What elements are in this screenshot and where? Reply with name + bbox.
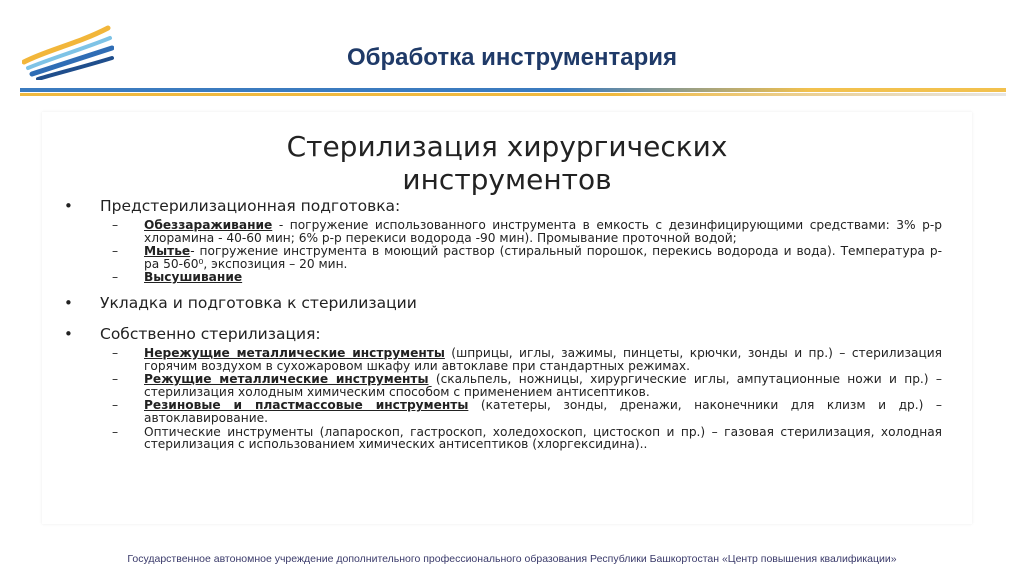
footer-text: Государственное автономное учреждение дополнительного профессионального образования Республики Башкортостан «Центр повышения квалификации» [127, 553, 897, 565]
dash-icon: – [112, 345, 119, 360]
section-heading: • Укладка и подготовка к стерилизации [64, 293, 417, 312]
dash-icon: – [112, 424, 119, 439]
list-item: – Высушивание [112, 270, 243, 285]
slide-content [62, 197, 942, 452]
slide-image [42, 112, 972, 524]
list-item: – Мытье- погружение инструмента в моющий раствор (стиральный порошок, перекись водорода и вода). Температура р-ра 50-60⁰, экспозиция – 20 мин. [112, 244, 942, 271]
dash-icon: – [112, 244, 119, 259]
page-title: Обработка инструментария [346, 44, 677, 71]
slide-title-line2: инструментов [402, 163, 612, 196]
list-item: – Нережущие металлические инструменты (шприцы, иглы, зажимы, пинцеты, крючки, зонды и пр.) – стерилизация горячим воздухом в сухожаровом шкафу или автоклаве при стандартных режимах. [112, 345, 942, 373]
dash-icon: – [112, 218, 119, 232]
dash-icon: – [112, 398, 119, 413]
section-heading: • Предстерилизационная подготовка: [64, 197, 401, 215]
bullet-icon: • [64, 293, 73, 312]
slide-title-line1: Стерилизация хирургических [286, 130, 728, 163]
list-item: – Оптические инструменты (лапароскоп, гастроскоп, холедохоскоп, цистоскоп и пр.) – газовая стерилизация, холодная стерилизация с использованием химических антисептиков (хлоргексидина).. [112, 424, 942, 452]
dash-icon: – [112, 270, 119, 285]
list-item: – Резиновые и пластмассовые инструменты (катетеры, зонды, дренажи, наконечники для клизм и др.) – автоклавирование. [112, 398, 942, 425]
bullet-icon: • [64, 197, 73, 215]
list-item: – Обеззараживание - погружение использованного инструмента в емкость с дезинфицирующими средствами: 3% р-р хлорамина - 40-60 мин; 6% р-р перекиси водорода -90 мин). Промывание проточной водой; [112, 218, 942, 245]
header-divider [20, 88, 1006, 100]
section-heading: • Собственно стерилизация: [64, 324, 321, 343]
dash-icon: – [112, 372, 119, 387]
list-item: – Режущие металлические инструменты (скальпель, ножницы, хирургические иглы, ампутационные ножи и пр.) – стерилизация холодным химическим способом с применением антисептиков. [112, 372, 942, 399]
bullet-icon: • [64, 324, 73, 343]
slide-title [42, 130, 972, 196]
